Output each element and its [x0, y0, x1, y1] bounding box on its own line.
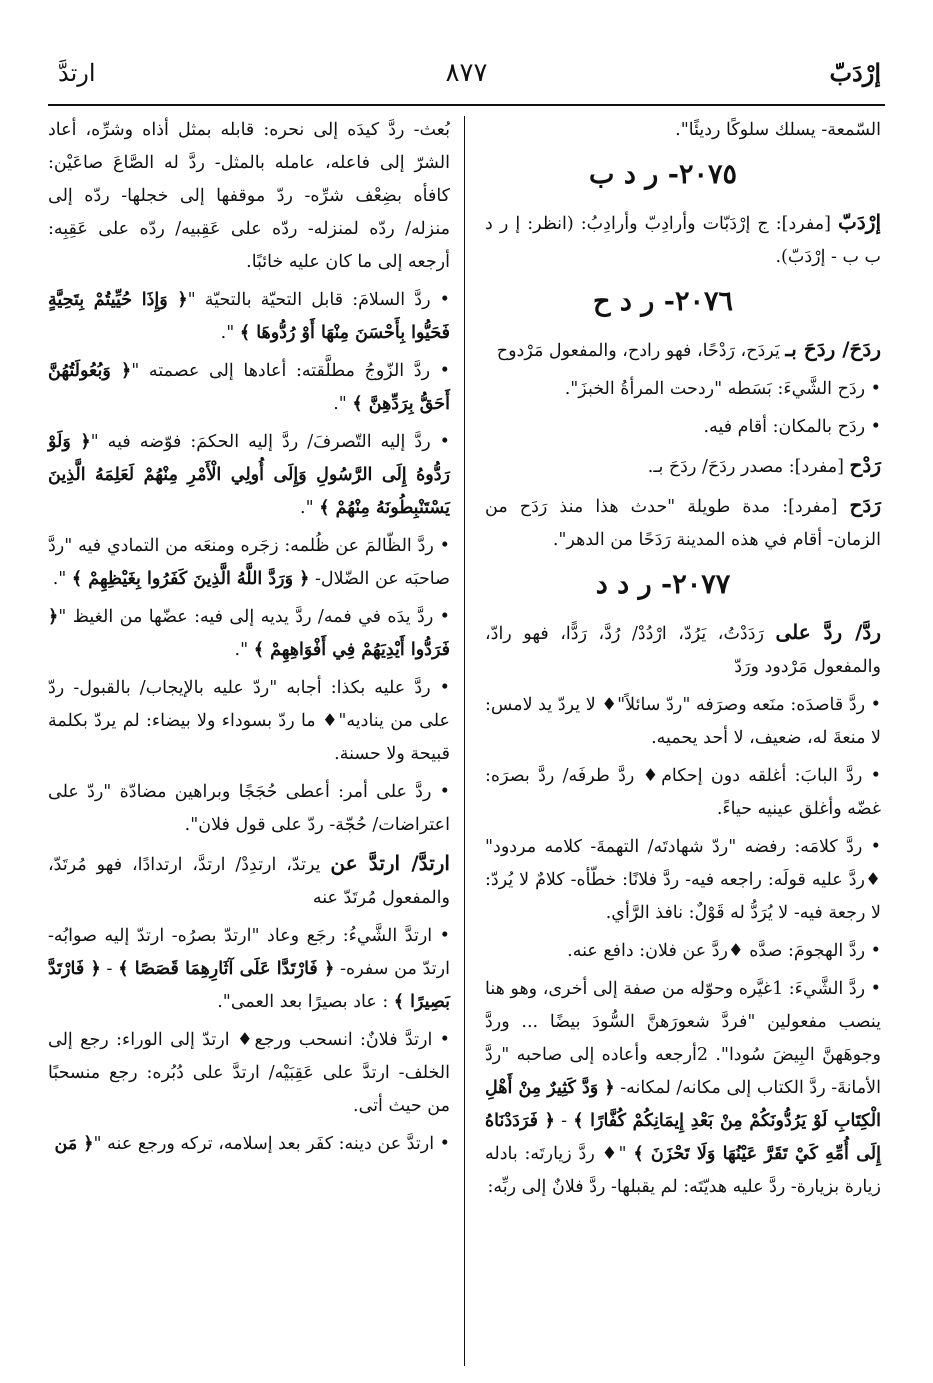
entry-radda — [485, 616, 881, 684]
sense-item — [48, 530, 450, 596]
sense-item — [48, 920, 450, 1019]
sense-item: • ردَّ الهجومَ: صدَّه ♦ردَّ عن فلان: دافع عنه. — [567, 941, 881, 961]
page-number: ٨٧٧ — [445, 58, 488, 88]
quran-quote: ﴿ فَرَدَدْنَاهُ إِلَى أُمِّهِ كَيْ تَقَرَّ عَيْنُهَا وَلَا تَحْزَنَ ﴾ — [485, 1111, 881, 1164]
quran-quote: ﴿ فَارْتَدَّ بَصِيرًا ﴾ — [48, 959, 450, 1012]
entry-text: يَردَح، رَدْحًا، فهو رادح، والمفعول مَرْدوح — [496, 341, 786, 361]
section-heading-2075: ٢٠٧٥- ر د ب — [589, 159, 737, 190]
sense-item — [48, 355, 450, 421]
entry-text: [مفرد]: ج إرْدَبّات وأرادِبّ وأرادِبُ: (انظر: إ ر د ب ب - إرْدَبّ). — [485, 214, 881, 267]
section-heading-2076: ٢٠٧٦- ر د ح — [593, 286, 733, 317]
left-column — [48, 114, 450, 1166]
entry-radah — [485, 489, 881, 557]
sense-text: - — [100, 959, 119, 979]
entry-text: [مفرد]: مصدر ردَحَ/ ردَحَ بـ. — [647, 457, 850, 477]
sense-text: : عاد بصيرًا بعد العمى". — [217, 992, 394, 1012]
sense-text: "♦ ردَّ زيارتَه: بادله زيارة بزيارة- ردَّ عليه هديّتَه: لم يقبلها- ردَّ فلانٌ إلى ربِّه: — [485, 1144, 881, 1197]
sense-item: • ارتدَّ فلانٌ: انسحب ورجع♦ ارتدّ إلى الوراء: رجع إلى الخلف- ارتدَّ على عَقِبَيْه/ ارتدَّ على دُبُره: رجع منسحبًا من حيث أتى. — [48, 1030, 450, 1116]
header-guide-word-right: إرْدَبّ — [829, 58, 881, 87]
sense-item: • ردَّ كلامَه: رفضه "ردّ شهادتَه/ التهمةَ- كلامه مردود" ♦ردَّ عليه قولَه: راجعه فيه- ردَّ فلانًا: خطّأه- كلامٌ لا يُردّ: لا رجعة فيه- لا يُرَدُّ له قَوْلٌ: نافذ الرَّأي. — [485, 837, 881, 923]
sense-item: • ردَّ البابَ: أغلقه دون إحكام♦ ردَّ طرفَه/ ردَّ بصرَه: غضّه وأغلق عينيه حياءً. — [485, 766, 881, 819]
quran-quote: ﴿ وَبُعُولَتُهُنَّ أَحَقُّ بِرَدِّهِنَّ ﴾ — [48, 361, 450, 414]
sense-item: • ردَح بالمكان: أقام فيه. — [703, 417, 881, 437]
entry-headword: إرْدَبّ — [838, 210, 881, 234]
sense-item — [48, 601, 450, 667]
sense-text: • ردَّ يدَه في فمه/ ردَّ يديه إلى فيه: عضّها من الغيظ " — [58, 607, 450, 627]
sense-text: ". — [52, 569, 72, 589]
entry-headword: ردَّ/ ردَّ على — [775, 620, 881, 644]
sense-item: • ردَّ عليه بكذا: أجابه "ردّ عليه بالإيجاب/ بالقبول- ردّ على من يناديه"♦ ما ردّ بسوداء ولا بيضاء: لم يردّ بكلمة قبيحة ولا حسنة. — [48, 678, 450, 764]
sense-text: • ارتدَّ عن دينه: كفَر بعد إسلامه، تركه ورجع عنه " — [93, 1134, 450, 1154]
entry-headword: ردَحَ/ ردَحَ بـ — [785, 337, 881, 361]
continued-paragraph: بُعث- ردَّ كيدَه إلى نحره: قابله بمثل أذاه وشرِّه، أعاد الشرّ إلى فاعله، عامله بالمثل- ردَّ له الصَّاعَ صاعَيْن: كافأه بضِعْف شرِّه- ردّ موقفها إلى خجلها- ردّه إلى منزله/ ردّه لمنزله- ردّه على عَقِبيه/ ردّه على عَقِبِه: أرجعه إلى ما كان عليه خائبًا. — [48, 120, 450, 272]
section-heading-2077: ٢٠٧٧- ر د د — [595, 569, 731, 600]
quran-quote: ﴿ وَدَّ كَثِيرٌ مِنْ أَهْلِ الْكِتَابِ لَوْ يَرُدُّونَكُمْ مِنْ بَعْدِ إِيمَانِكُمْ كُفَّارًا ﴾ — [485, 1078, 882, 1131]
entry-headword: رَدَح — [849, 493, 881, 517]
quran-quote: ﴿ فَرَدُّوا أَيْدِيَهُمْ فِي أَفْوَاهِهِمْ ﴾ — [48, 607, 450, 660]
sense-item: • ردَّ قاصدَه: منَعه وصرَفه "ردّ سائلاً"♦ لا يردّ يد لامس: لا منعةَ له، ضعيف، لا أحد يحميه. — [485, 695, 881, 748]
sense-item — [48, 284, 450, 350]
sense-item — [48, 426, 450, 525]
sense-item: • ردَح الشَّيءَ: بَسَطه "ردحت المرأةُ الخبزَ". — [564, 379, 881, 399]
entry-radh — [485, 449, 881, 484]
sense-text: • ردَّ الشَّيءَ: 1غيَّره وحوّله من صفة إلى أخرى، وهو هنا ينصب مفعولين "فردَّ شعورَهنَّ السُّودَ بيضًا ... وردَّ وجوهَهنَّ البِيضَ سُودا". 2أرجعه وأعاده إلى صاحبه "ردَّ الأمانةَ- ردَّ الكتاب إلى مكانه/ لمكانه- — [485, 979, 881, 1098]
sense-item — [48, 1128, 450, 1161]
quran-quote: ﴿ مَن — [54, 1134, 94, 1154]
entry-headword: ارتدَّ/ ارتدَّ عن — [330, 851, 450, 875]
sense-text: • ردَّ السلامَ: قابل التحيّة بالتحيّة " — [187, 290, 450, 310]
sense-text: • ردَّ الزّوجُ مطلَّقته: أعادها إلى عصمته " — [131, 361, 450, 381]
sense-text: ". — [300, 498, 320, 518]
sense-text: ". — [220, 323, 240, 343]
sense-text: • ردَّ الظّالمَ عن ظُلمه: زجَره ومنعَه من التمادي فيه "ردَّ صاحبَه عن الضّلال- — [48, 536, 450, 589]
column-divider — [464, 116, 465, 1366]
right-column — [485, 114, 881, 1209]
header-rule — [48, 104, 885, 106]
sense-text: ". — [333, 394, 353, 414]
quran-quote: ﴿ وَرَدَّ اللَّهُ الَّذِينَ كَفَرُوا بِغَيْظِهِمْ ﴾ — [71, 569, 310, 589]
quran-quote: ﴿ وَإِذَا حُيِّيتُمْ بِتَحِيَّةٍ فَحَيُّوا بِأَحْسَنَ مِنْهَا أَوْ رُدُّوهَا ﴾ — [48, 290, 450, 343]
header-guide-word-left: ارتدَّ — [58, 59, 96, 87]
sense-item — [485, 973, 881, 1204]
continued-paragraph: السّمعة- يسلك سلوكًا رديئًا". — [675, 120, 881, 140]
entry-radaha — [485, 333, 881, 368]
quran-quote: ﴿ وَلَوْ رَدُّوهُ إِلَى الرَّسُولِ وَإِلَى أُولِي الْأَمْرِ مِنْهُمْ لَعَلِمَهُ الَّذِينَ يَسْتَنْبِطُونَهُ مِنْهُمْ ﴾ — [48, 432, 450, 518]
entry-irtadda — [48, 847, 450, 915]
sense-text: - — [554, 1111, 574, 1131]
entry-irdabb — [485, 206, 881, 274]
sense-text: ". — [234, 640, 254, 660]
quran-quote: ﴿ فَارْتَدَّا عَلَى آثَارِهِمَا قَصَصًا ﴾ — [118, 959, 335, 979]
entry-headword: رَدْح — [849, 453, 881, 477]
sense-text: • ارتدَّ الشَّيءُ: رجَع وعاد "ارتدّ بصرُه- ارتدّ إليه صوابُه- ارتدّ من سفره- — [48, 926, 450, 979]
entry-text: يرتدّ، ارتدِدْ/ ارتدَّ، ارتدادًا، فهو مُرتَدّ، والمفعول مُرتَدّ عنه — [48, 855, 450, 908]
entry-text: رَدَدْتُ، يَرُدّ، ارْدُدْ/ رُدَّ، رَدًّا، فهو رادّ، والمفعول مَرْدود ورَدّ — [485, 624, 881, 677]
entry-text: [مفرد]: مدة طويلة "حدث هذا منذ رَدَح من الزمان- أقام في هذه المدينة رَدَحًا من الدهر". — [485, 497, 881, 550]
sense-text: • ردَّ إليه التّصرفَ/ ردَّ إليه الحكمَ: فوّضه فيه " — [90, 432, 451, 452]
sense-item: • ردَّ على أمر: أعطى حُجَجًا وبراهين مضادّة "ردّ على اعتراضات/ حُجّة- ردّ على قول فلان". — [48, 782, 450, 835]
